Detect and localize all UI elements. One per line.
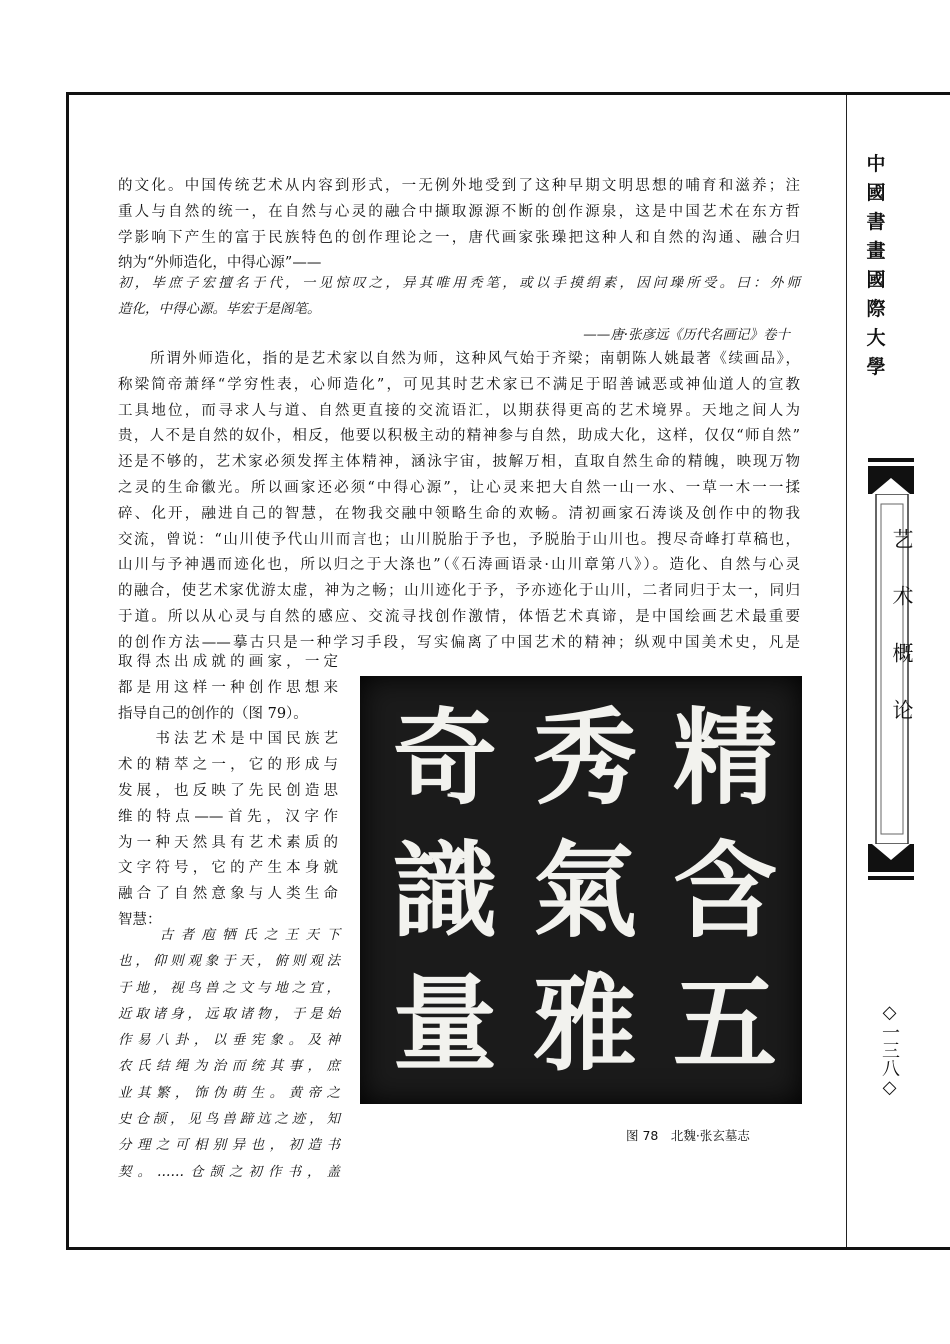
text-line: 纳为“外师造化，中得心源”—— (118, 255, 322, 272)
text-line: 融合了自然意象与人类生命 (118, 886, 338, 903)
text-line: 发展，也反映了先民创造思 (118, 782, 338, 799)
rubbing-character: 識 (392, 829, 497, 952)
text-line: 山川与予神遇而迹化也，所以归之于大涤也”（《石涛画语录·山川章第八》）。造化、自然与心灵 (118, 557, 800, 574)
figure-caption: 图 78 北魏·张玄墓志 (626, 1128, 750, 1143)
series-title: 中國書畫國際大學 (866, 153, 886, 378)
text-line: 维的特点——首先，汉字作 (118, 808, 338, 825)
page-number (876, 1002, 900, 1106)
sidebar-ornament-bottom-icon (868, 844, 914, 880)
text-line: 所谓外师造化，指的是艺术家以自然为师，这种风气始于齐梁；南朝陈人姚最著《续画品》， (118, 351, 800, 367)
quote-line: 古者庖牺氏之王天下 (118, 927, 340, 943)
page-number-text: ◇一三八◇ (879, 1002, 900, 1098)
text-line: 指导自己的创作的（图 79）。 (118, 705, 308, 722)
text-line: 学影响下产生的富于民族特色的创作理论之一，唐代画家张璪把这种人和自然的沟通、融合归 (118, 229, 800, 246)
text-line: 书法艺术是中国民族艺 (118, 731, 338, 748)
quote-1-source: ——唐·张彦远《历代名画记》卷十 (583, 327, 790, 343)
quote-line: 业其繁，饰伪萌生。黄帝之 (118, 1084, 340, 1101)
quote-line: 于地，视鸟兽之文与地之宜， (118, 979, 340, 996)
quote-line: 契。……仓颉之初作书，盖 (118, 1163, 340, 1180)
text-line: 于道。所以从心灵与自然的感应、交流寻找创作激情，体悟艺术真谛，是中国绘画艺术最重要 (118, 608, 800, 625)
text-line: 为一种天然具有艺术素质的 (118, 834, 338, 851)
quote-line: 近取诸身，远取诸物，于是始 (118, 1005, 340, 1022)
text-line: 取得杰出成就的画家，一定 (118, 654, 338, 670)
rubbing-character: 氣 (532, 829, 637, 952)
rubbing-character: 雅 (532, 962, 637, 1085)
quote-line: 分理之可相别异也，初造书 (118, 1137, 340, 1154)
text-line: 重人与自然的统一，在自然与心灵的融合中撷取源源不断的创作源泉，这是中国艺术在东方哲 (118, 203, 800, 220)
calligraphy-rubbing-image (360, 676, 802, 1104)
text-line: 的创作方法——摹古只是一种学习手段，写实偏离了中国艺术的精神；纵观中国美术史，凡是 (118, 634, 800, 651)
text-line: 文字符号，它的产生本身就 (118, 860, 338, 877)
text-line: 术的精萃之一，它的形成与 (118, 757, 338, 774)
quote-line: 造化，中得心源。毕宏于是阁笔。 (118, 301, 321, 317)
text-line: 贵，人不是自然的奴仆，相反，他要以积极主动的精神参与自然，助成大化，这样，仅仅“师自然” (118, 428, 800, 445)
sidebar-ornament-top-icon (868, 458, 914, 494)
paragraph-2 (118, 347, 800, 657)
quote-line: 作易八卦，以垂宪象。及神 (118, 1032, 340, 1049)
text-line: 交流，曾说：“山川使予代山川而言也；山川脱胎于予也，予脱胎于山川也。搜尽奇峰打草稿也， (118, 531, 800, 548)
rubbing-character: 精 (672, 696, 777, 819)
left-column-text (118, 650, 338, 934)
text-line: 都是用这样一种创作思想来 (118, 679, 338, 696)
quote-line: 史仓颉，见鸟兽蹄迒之迹，知 (118, 1111, 340, 1128)
quote-line: 农氏结绳为治而统其事，庶 (118, 1058, 340, 1075)
text-line: 的文化。中国传统艺术从内容到形式，一无例外地受到了这种早期文明思想的哺育和滋养；注 (118, 178, 800, 194)
rubbing-character: 秀 (532, 696, 637, 819)
text-line: 还是不够的，艺术家必须发挥主体精神，涵泳宇宙，披解万相，直取自然生命的精魄，映现万物 (118, 454, 800, 471)
rubbing-character: 奇 (392, 696, 497, 819)
sidebar-divider (846, 95, 847, 1247)
text-line: 称梁简帝萧绎“学穷性表，心师造化”，可见其时艺术家已不满足于昭善诫恶或神仙道人的宣教 (118, 376, 800, 393)
text-line: 碎、化开，融进自己的智慧，在物我交融中领略生命的欢畅。清初画家石涛谈及创作中的物我 (118, 505, 800, 522)
section-title-text: 艺术概论 (890, 528, 914, 756)
text-line: 的融合，使艺术家优游太虚，神为之畅；山川迹化于予，予亦迹化于山川，二者同归于太一，同归 (118, 583, 800, 600)
text-line: 之灵的生命徽光。所以画家还必须“中得心源”，让心灵来把大自然一山一水、一草一木一一揉 (118, 479, 800, 496)
quote-2 (118, 922, 340, 1185)
rubbing-character: 含 (672, 829, 777, 952)
quote-line: 也，仰则观象于天，俯则观法 (118, 953, 340, 970)
rubbing-character: 五 (672, 962, 777, 1085)
quote-line: 初，毕庶子宏擅名于代，一见惊叹之，异其唯用秃笔，或以手摸绢素，因问璪所受。曰：外师 (118, 275, 800, 291)
rubbing-character: 量 (392, 962, 497, 1085)
text-line: 智慧： (118, 911, 162, 928)
text-line: 工具地位，而寻求人与道、自然更直接的交流语汇，以期获得更高的艺术境界。天地之间人为 (118, 402, 800, 419)
paragraph-1 (118, 174, 800, 277)
section-title (872, 528, 912, 779)
quote-1 (118, 270, 800, 322)
